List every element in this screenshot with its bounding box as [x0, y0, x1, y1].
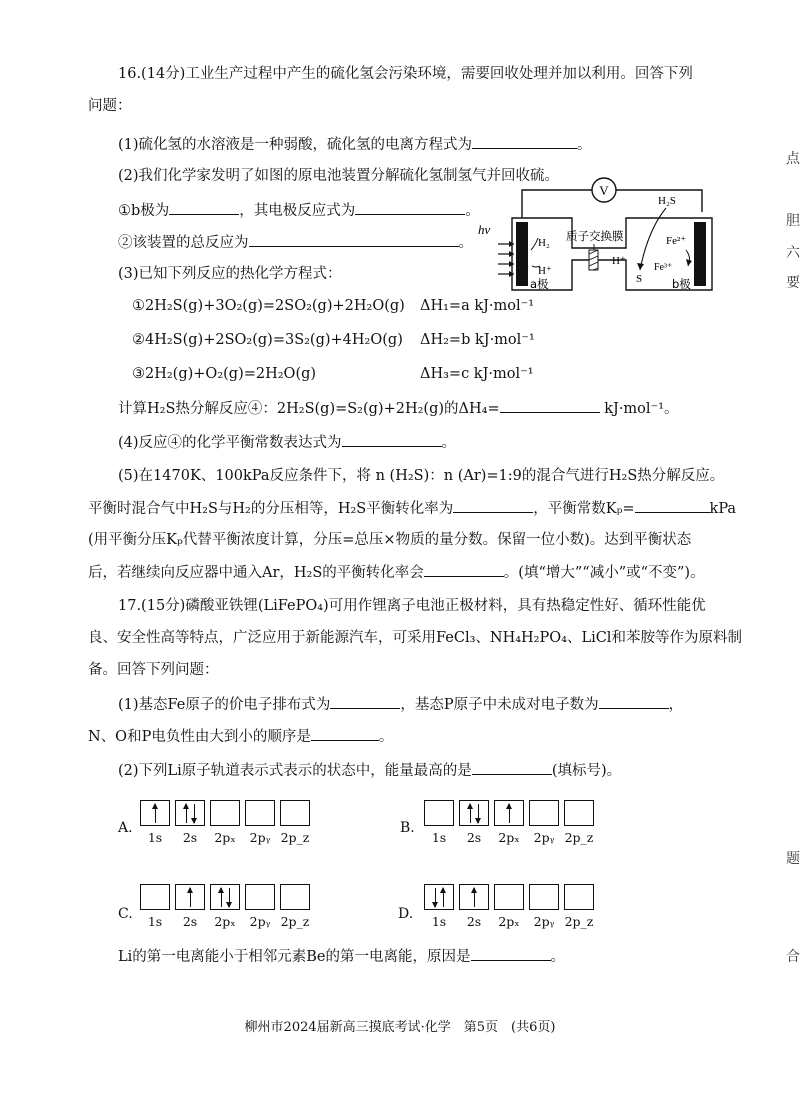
q16-part5-text-e: 。(填“增大”“减小”或“不变”)。 [503, 565, 705, 581]
label-2py: 2pᵧ [533, 914, 555, 929]
galvanic-cell-diagram [476, 174, 726, 296]
label-2px: 2pₓ [498, 830, 520, 845]
q17-p-unpaired-blank[interactable] [599, 694, 669, 709]
spin-down-arrow-icon [229, 888, 230, 907]
q17-stem-line1: 17.(15分)磷酸亚铁锂(LiFePO₄)可用作锂离子电池正极材料，具有热稳定性好、循环性能优 [118, 598, 706, 614]
label-2s: 2s [466, 914, 482, 929]
spin-up-arrow-icon [509, 804, 510, 823]
q16-part2-2 [118, 232, 473, 253]
margin-mark: 要 [786, 275, 800, 291]
margin-mark: 胆 [786, 213, 800, 229]
option-d-boxes [424, 884, 594, 910]
electrode-b [694, 222, 706, 286]
orbital-box [424, 800, 454, 826]
q17-part2-tail: (填标号)。 [551, 763, 622, 779]
orbital-box [529, 884, 559, 910]
q16-part5-line4 [88, 562, 705, 583]
q16-part2-1-end: 。 [465, 203, 480, 219]
q17-part1-text-d: N、O和P电负性由大到小的顺序是 [88, 729, 311, 745]
option-c-labels [140, 914, 310, 929]
h2s-label: H₂S [658, 195, 676, 207]
q16-dh3: ΔH₃=c kJ·mol⁻¹ [420, 366, 534, 382]
margin-mark: 题 [786, 851, 800, 867]
q16-dh4-blank[interactable] [500, 398, 600, 413]
q16-part1-answer-blank[interactable] [472, 134, 577, 149]
q16-calc-unit: kJ·mol⁻¹。 [604, 401, 679, 417]
orbital-box [459, 884, 489, 910]
label-1s: 1s [147, 914, 163, 929]
orbital-box [210, 884, 240, 910]
q17-electronegativity-blank[interactable] [311, 726, 379, 741]
q16-total-reaction-blank[interactable] [249, 232, 459, 247]
label-1s: 1s [431, 914, 447, 929]
q16-dh2: ΔH₂=b kJ·mol⁻¹ [420, 332, 535, 348]
orbital-box [245, 884, 275, 910]
orbital-box [564, 884, 594, 910]
orbital-box [140, 884, 170, 910]
label-2pz: 2p_z [280, 830, 310, 845]
electrode-a [516, 222, 528, 286]
q16-calc-text: 计算H₂S热分解反应④：2H₂S(g)=S₂(g)+2H₂(g)的ΔH₄= [118, 401, 500, 417]
margin-mark: 点 [786, 151, 800, 167]
q17-ionization-reason-blank[interactable] [471, 946, 551, 961]
q16-part1-text: (1)硫化氢的水溶液是一种弱酸，硫化氢的电离方程式为 [118, 137, 473, 153]
spin-down-arrow-icon [435, 888, 436, 907]
spin-up-arrow-icon [443, 888, 444, 907]
label-2px: 2pₓ [214, 914, 236, 929]
option-c-boxes [140, 884, 310, 910]
option-d-letter: D. [398, 906, 414, 922]
option-c-letter: C. [118, 906, 133, 922]
orbital-box [494, 800, 524, 826]
orbital-box [210, 800, 240, 826]
q16-part5-text-d: 后，若继续向反应器中通入Ar，H₂S的平衡转化率会 [88, 565, 424, 581]
orbital-box [459, 800, 489, 826]
label-2py: 2pᵧ [533, 830, 555, 845]
q16-part4-end: 。 [441, 435, 457, 451]
q16-part4 [118, 432, 456, 453]
label-2s: 2s [182, 914, 198, 929]
spin-up-arrow-icon [190, 888, 191, 907]
q17-stem-line3: 备。回答下列问题： [88, 662, 219, 678]
s-label: S [636, 273, 643, 285]
label-2s: 2s [182, 830, 198, 845]
q16-ar-effect-blank[interactable] [424, 562, 504, 577]
spin-up-arrow-icon [155, 804, 156, 823]
membrane-label: 质子交换膜 [566, 229, 624, 243]
q17-part3 [118, 946, 565, 967]
orbital-box [424, 884, 454, 910]
q17-part1-line1 [118, 694, 683, 715]
fe2-label: Fe²⁺ [666, 235, 687, 247]
spin-down-arrow-icon [194, 804, 195, 823]
label-2py: 2pᵧ [249, 830, 271, 845]
q16-part2-2-end: 。 [458, 235, 473, 251]
q16-b-pole-blank[interactable] [169, 200, 239, 215]
q16-equation-2: ②4H₂S(g)+2SO₂(g)=3S₂(g)+4H₂O(g) [132, 332, 403, 348]
q16-part2-2-text: ②该装置的总反应为 [118, 235, 249, 251]
margin-mark: 合 [786, 949, 800, 965]
orbital-box [280, 800, 310, 826]
margin-mark: 六 [786, 245, 800, 261]
orbital-box [245, 800, 275, 826]
q16-part5-text-c: kPa [709, 501, 737, 517]
q16-part2-1-text-a: ①b极为 [118, 203, 170, 219]
q16-stem-line2: 问题： [88, 98, 132, 114]
label-2py: 2pᵧ [249, 914, 271, 929]
option-a-letter: A. [118, 820, 133, 836]
orbital-box [280, 884, 310, 910]
q16-part5-text-b: ，平衡常数Kₚ= [533, 501, 635, 517]
label-1s: 1s [147, 830, 163, 845]
option-b-boxes [424, 800, 594, 826]
spin-up-arrow-icon [474, 888, 475, 907]
label-2pz: 2p_z [564, 830, 594, 845]
q16-calc [118, 398, 679, 419]
spin-up-arrow-icon [470, 804, 471, 823]
a-pole-label: a极 [530, 277, 549, 291]
b-pole-label: b极 [672, 277, 691, 291]
option-b-letter: B. [400, 820, 415, 836]
q16-part1 [118, 134, 592, 155]
q17-part1-end: 。 [378, 729, 394, 745]
q16-equation-3: ③2H₂(g)+O₂(g)=2H₂O(g) [132, 366, 317, 382]
label-2px: 2pₓ [498, 914, 520, 929]
orbital-box [175, 884, 205, 910]
q16-part1-end: 。 [577, 137, 592, 153]
hplus-left-label: H⁺ [538, 265, 552, 277]
q16-part3: (3)已知下列反应的热化学方程式： [118, 266, 342, 282]
q17-stem-line2: 良、安全性高等特点，广泛应用于新能源汽车，可采用FeCl₃、NH₄H₂PO₄、LiCl和苯胺等作为原料制 [88, 630, 742, 646]
h2-label: H₂ [538, 237, 550, 249]
q16-kp-blank[interactable] [635, 498, 710, 513]
orbital-box [175, 800, 205, 826]
q17-fe-config-blank[interactable] [330, 694, 400, 709]
q16-conversion-blank[interactable] [453, 498, 533, 513]
q17-part1-text-c: ， [668, 697, 684, 713]
q17-part1-text-a: (1)基态Fe原子的价电子排布式为 [118, 697, 331, 713]
orbital-box [529, 800, 559, 826]
light-label: hν [478, 222, 491, 237]
voltmeter-label: V [599, 183, 609, 198]
option-d-labels [424, 914, 594, 929]
page-footer: 柳州市2024届新高三摸底考试·化学 第5页 (共6页) [244, 1020, 556, 1035]
q16-part5-line3: (用平衡分压Kₚ代替平衡浓度计算，分压=总压×物质的量分数。保留一位小数)。达到平衡状态 [88, 532, 692, 548]
spin-up-arrow-icon [186, 804, 187, 823]
q17-part2-text: (2)下列Li原子轨道表示式表示的状态中，能量最高的是 [118, 763, 472, 779]
q17-part3-text: Li的第一电离能小于相邻元素Be的第一电离能，原因是 [118, 949, 471, 965]
label-2px: 2pₓ [214, 830, 236, 845]
q16-stem-line1: 16.(14分)工业生产过程中产生的硫化氢会污染环境，需要回收处理并加以利用。回答下列 [118, 66, 693, 82]
q16-part2: (2)我们化学家发明了如图的原电池装置分解硫化氢制氢气并回收硫。 [118, 168, 560, 184]
q17-part1-line2 [88, 726, 393, 747]
label-1s: 1s [431, 830, 447, 845]
q16-part2-1 [118, 200, 480, 221]
option-b-labels [424, 830, 594, 845]
q17-part3-end: 。 [550, 949, 566, 965]
q16-equation-1: ①2H₂S(g)+3O₂(g)=2SO₂(g)+2H₂O(g) [132, 298, 405, 314]
spin-up-arrow-icon [221, 888, 222, 907]
q16-part2-1-text-b: ，其电极反应式为 [239, 203, 356, 219]
q17-highest-energy-blank[interactable] [472, 760, 552, 775]
q16-equilibrium-expression-blank[interactable] [342, 432, 442, 447]
orbital-box [494, 884, 524, 910]
hplus-right-label: H⁺ [612, 255, 626, 267]
q17-part1-text-b: ，基态P原子中未成对电子数为 [400, 697, 599, 713]
q17-part2 [118, 760, 621, 781]
q16-dh1: ΔH₁=a kJ·mol⁻¹ [420, 298, 535, 314]
q16-part5-line1: (5)在1470K、100kPa反应条件下，将 n (H₂S)：n (Ar)=1:9的混合气进行H₂S热分解反应。 [118, 468, 725, 484]
label-2pz: 2p_z [280, 914, 310, 929]
orbital-box [140, 800, 170, 826]
label-2pz: 2p_z [564, 914, 594, 929]
option-a-labels [140, 830, 310, 845]
label-2s: 2s [466, 830, 482, 845]
q16-electrode-reaction-blank[interactable] [355, 200, 465, 215]
wire-left [522, 190, 592, 218]
q16-part5-line2 [88, 498, 736, 519]
q16-part5-text-a: 平衡时混合气中H₂S与H₂的分压相等，H₂S平衡转化率为 [88, 501, 454, 517]
orbital-box [564, 800, 594, 826]
fe3-label: Fe³⁺ [654, 262, 673, 273]
option-a-boxes [140, 800, 310, 826]
spin-down-arrow-icon [478, 804, 479, 823]
q16-part4-text: (4)反应④的化学平衡常数表达式为 [118, 435, 342, 451]
